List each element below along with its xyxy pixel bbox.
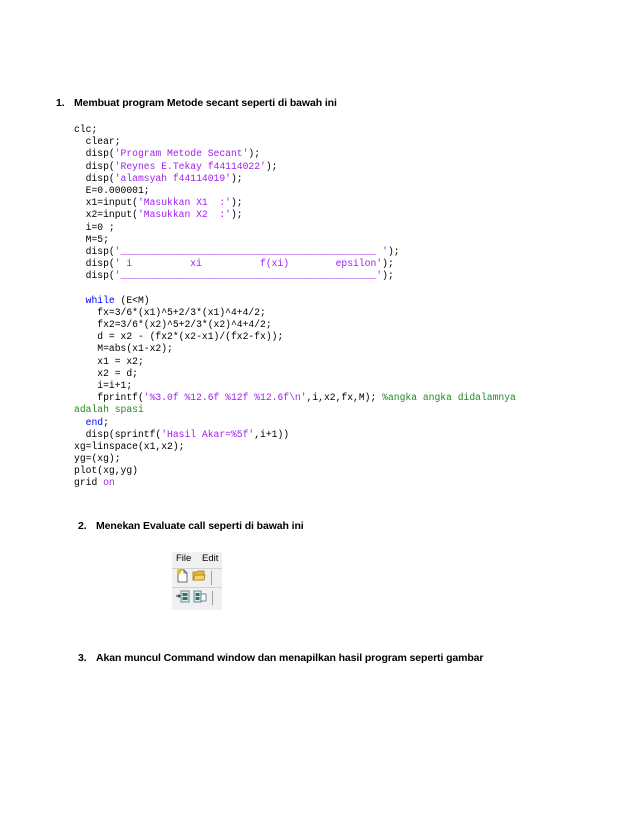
code-text: x1=input( [74,197,138,209]
step-2-heading [78,520,304,532]
code-text: (E<M) [114,294,150,306]
code-line [74,417,516,429]
code-text: E=0.000001; [74,184,150,196]
menu-bar [172,552,222,567]
code-text: ); [248,148,261,160]
code-text: disp( [74,172,115,184]
code-line [74,380,516,392]
code-text: plot(xg,yg) [74,465,138,477]
code-line [74,453,516,465]
evaluate-advance-icon[interactable] [193,589,207,608]
code-line [74,124,516,136]
code-text: yg=(xg); [74,453,121,465]
step-3-number: 3. [78,652,87,664]
code-line [74,258,516,270]
code-text [74,295,86,306]
code-string: '____________________________________________' [114,270,383,282]
code-line [74,246,516,258]
code-text: x2=input( [74,209,138,221]
code-text: clc; [74,124,98,135]
code-line [74,319,516,331]
code-text: ); [382,258,394,270]
code-text: d = x2 - (fx2*(x2-x1)/(fx2-fx)); [74,331,284,343]
step-2-number: 2. [78,520,87,532]
code-text: disp( [74,245,115,257]
code-text: disp( [74,148,115,160]
code-text: ); [382,270,394,282]
code-text [74,417,86,428]
code-line [74,136,516,148]
code-string: on [103,477,115,489]
code-text: ); [230,172,243,184]
code-line [74,465,516,477]
code-text: x2 = d; [74,367,138,379]
code-line [74,392,516,404]
toolbar-separator [212,591,213,605]
code-line [74,173,516,185]
code-text: ); [230,209,243,221]
code-string: 'Masukkan X2 :' [137,209,231,221]
menu-edit[interactable]: Edit [202,553,219,564]
evaluate-cell-icon[interactable] [176,589,190,608]
code-line [74,441,516,453]
code-line [74,197,516,209]
code-line [74,331,516,343]
code-text: disp(sprintf( [74,428,162,440]
step-1-text: Membuat program Metode secant seperti di bawah ini [74,97,337,109]
code-text: grid [74,477,104,489]
code-line [74,209,516,221]
code-text: ,i+1)) [254,428,290,440]
code-text: clear; [74,136,121,148]
code-comment: %angka angka didalamnya [382,392,516,404]
code-line [74,161,516,173]
new-file-icon[interactable] [176,569,189,588]
step-1-number: 1. [56,97,65,109]
code-text: i=0 ; [74,221,115,233]
matlab-code-block [74,124,516,490]
code-keyword: end [85,416,104,428]
code-line [74,356,516,368]
code-text: fx=3/6*(x1)^5+2/3*(x1)^4+4/2; [74,306,266,318]
code-text: ); [265,160,278,172]
code-string: 'Reynes E.Tekay f44114022' [114,160,266,172]
code-string: '%3.0f %12.6f %12f %12.6f\n' [143,392,307,404]
code-line [74,477,516,489]
code-line [74,295,516,307]
code-line [74,429,516,441]
code-keyword: while [85,294,115,306]
code-text: x1 = x2; [74,355,144,367]
code-line [74,148,516,160]
menu-file[interactable]: File [176,553,192,564]
code-string: 'Hasil Akar=%5f' [161,428,255,440]
code-text: disp( [74,270,115,282]
step-1-heading [56,97,337,109]
code-string: '____________________________________________ ' [114,245,388,257]
code-text: M=5; [74,233,109,245]
code-line [74,307,516,319]
code-string: 'Program Metode Secant' [114,148,249,160]
step-2-text: Menekan Evaluate call seperti di bawah ini [96,520,304,532]
code-text: fprintf( [74,392,144,404]
code-text: ); [387,245,400,257]
code-line [74,343,516,355]
code-text: disp( [74,258,115,270]
toolbar-separator [211,571,212,585]
code-comment: adalah spasi [74,404,144,416]
code-string: 'alamsyah f44114019' [114,172,231,184]
code-text: ; [103,416,109,428]
code-text: ); [230,197,243,209]
code-line [74,185,516,197]
code-text: xg=linspace(x1,x2); [74,440,185,452]
toolbar-row-1 [176,570,222,586]
code-line [74,222,516,234]
code-text: fx2=3/6*(x2)^5+2/3*(x2)^4+4/2; [74,319,272,330]
code-line [74,368,516,380]
code-line [74,282,516,294]
step-3-heading [78,652,483,664]
code-text: ,i,x2,fx,M); [306,392,383,404]
code-text: M=abs(x1-x2); [74,343,173,355]
code-string: 'Masukkan X1 :' [137,197,231,209]
step-3-text: Akan muncul Command window dan menapilkan hasil program seperti gambar [96,652,484,664]
code-line [74,270,516,282]
toolbar-row-2 [176,590,222,606]
code-line [74,404,516,416]
code-string: ' i xi f(xi) epsilon' [114,258,383,270]
editor-toolbar-screenshot [172,552,222,610]
code-text: i=i+1; [74,379,133,391]
open-folder-icon[interactable] [192,569,206,587]
code-text: disp( [74,160,115,172]
code-line [74,234,516,246]
